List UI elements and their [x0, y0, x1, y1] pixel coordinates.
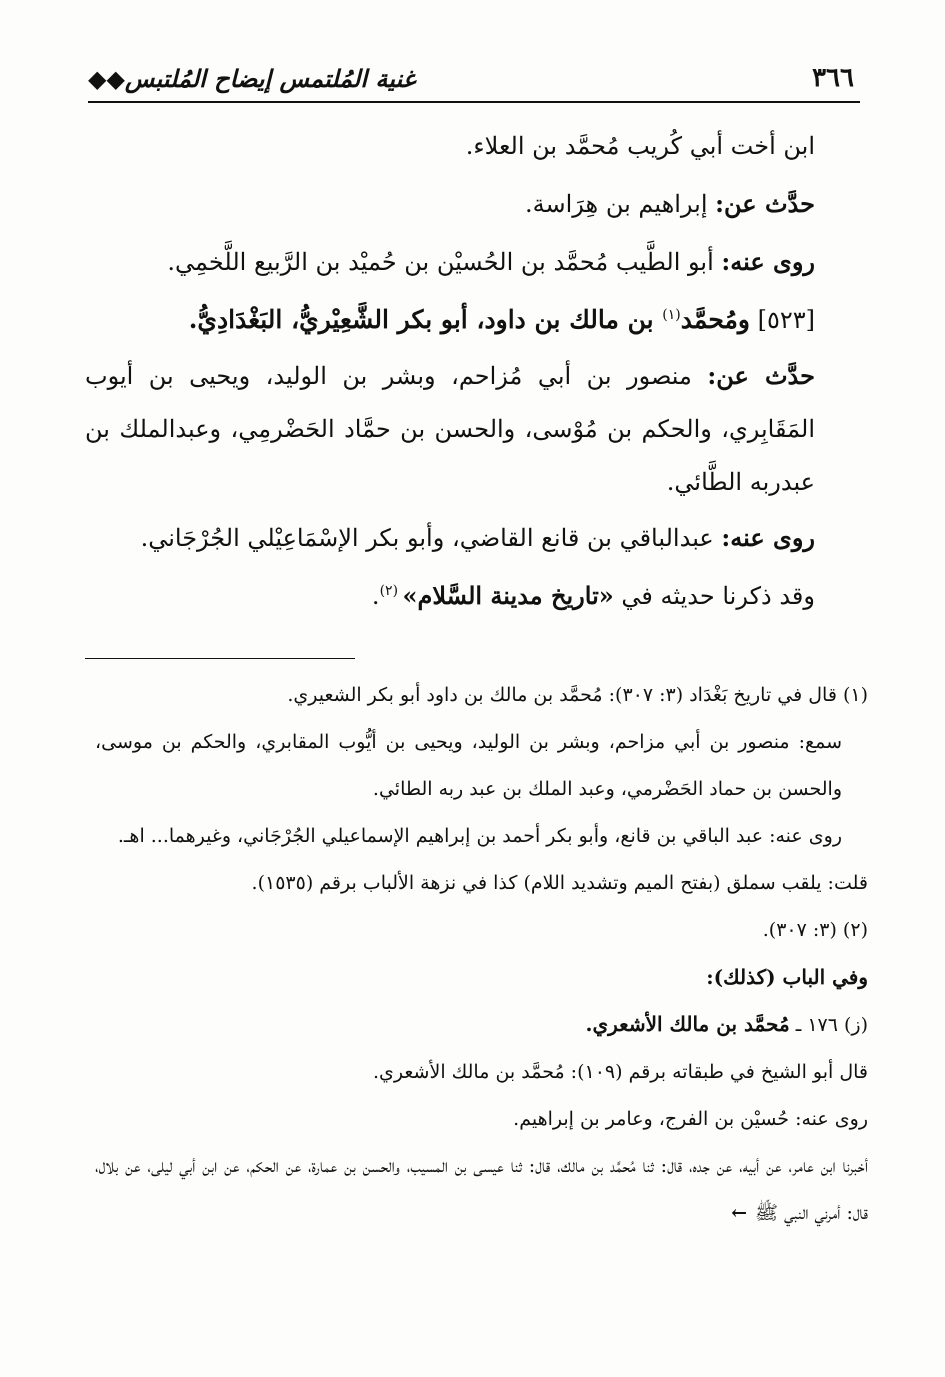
label-rawa: روى عنه:	[721, 247, 815, 276]
footnote-akhbarana	[95, 1143, 868, 1237]
page-number: ٣٦٦	[812, 63, 854, 93]
footnote-ref-2: (٢)	[379, 583, 403, 599]
footnote-zawaid-entry	[95, 1001, 868, 1049]
entry-name-b: بن مالك بن داود، أبو بكر الشَّعِيْريُّ، البَغْدَادِيُّ.	[188, 305, 663, 334]
text-end: .	[371, 582, 380, 610]
page-header	[88, 58, 860, 98]
continuation-arrow-icon: ←	[731, 1202, 748, 1224]
zawaid-number: (ز) ١٧٦ ـ	[789, 1014, 868, 1036]
running-title: غنية المُلتمس إيضاح المُلتبس◆◆	[88, 63, 416, 93]
footnote-ref-1: (١)	[662, 307, 681, 323]
entry-number: [٥٢٣]	[749, 306, 815, 334]
footnote-bab-heading: وفي الباب (كذلك):	[706, 965, 868, 989]
paragraph-ibn-ukht: ابن أخت أبي كُريب مُحمَّد بن العلاء.	[465, 132, 815, 160]
entry-heading	[85, 291, 815, 349]
footnote-1-qultu: قلت: يلقب سملق (بفتح الميم وتشديد اللام) كذا في نزهة الألباب برقم (١٥٣٥).	[251, 872, 868, 894]
footnote-rawa-3: روى عنه: حُسيْن بن الفرج، وعامر بن إبراهيم.	[513, 1108, 868, 1130]
paragraph-rawa-2	[85, 509, 815, 567]
text-dhakarna: وقد ذكرنا حديثه في	[613, 582, 815, 610]
main-text	[85, 118, 815, 625]
footnotes	[95, 672, 868, 1237]
akhbarana-text: أخبرنا ابن عامر، عن أبيه، عن جده، قال: ثنا مُحمَّد بن مالك، قال: ثنا عيسى بن المسيب، والحسن بن عمارة، عن الحكم، عن ابن أبي ليلى، عن بلال، قال: أمرني النبي ﷺ	[95, 1155, 868, 1224]
footnote-abu-shaykh: قال أبو الشيخ في طبقاته برقم (١٠٩): مُحمَّد بن مالك الأشعري.	[373, 1061, 868, 1083]
text-rawa-2: عبدالباقي بن قانع القاضي، وأبو بكر الإسْمَاعِيْلي الجُرْجَاني.	[140, 524, 722, 552]
zawaid-name: مُحمَّد بن مالك الأشعري.	[585, 1012, 790, 1036]
label-haddath: حدَّث عن:	[715, 189, 815, 218]
book-title: «تاريخ مدينة السَّلام»	[402, 581, 614, 610]
entry-name-a: ومُحمَّد	[680, 305, 750, 334]
paragraph-rawa	[85, 233, 815, 291]
paragraph-haddath-2	[85, 349, 815, 509]
header-rule	[88, 101, 860, 103]
footnote-separator	[85, 658, 355, 659]
footnote-2: (٢) (٣: ٣٠٧).	[762, 919, 868, 941]
label-haddath-2: حدَّث عن:	[707, 361, 815, 390]
footnote-1: (١) قال في تاريخ بَغْدَاد (٣: ٣٠٧): مُحمَّد بن مالك بن داود أبو بكر الشعيري.	[287, 684, 868, 706]
label-rawa-2: روى عنه:	[721, 523, 815, 552]
text-rawa: أبو الطَّيب مُحمَّد بن الحُسيْن بن حُميْد بن الرَّبيع اللَّخمِي.	[167, 248, 722, 276]
footnote-1-rawa: روى عنه: عبد الباقي بن قانع، وأبو بكر أحمد بن إبراهيم الإسماعيلي الجُرْجَاني، وغيرهما... اهـ.	[117, 825, 842, 847]
text-haddath-2: منصور بن أبي مُزاحم، وبشر بن الوليد، ويحيى بن أيوب المَقَابِري، والحكم بن مُوْسى، والحسن بن حمَّاد الحَضْرمِي، وعبدالملك بن عبدربه الطَّائي.	[85, 362, 815, 496]
paragraph-haddath	[85, 175, 815, 233]
footnote-1-sami: سمع: منصور بن أبي مزاحم، وبشر بن الوليد، ويحيى بن أيُّوب المقابري، والحكم بن موسى، والحسن بن حماد الحَضْرمي، وعبد الملك بن عبد ربه الطائي.	[95, 731, 842, 800]
text-haddath: إبراهيم بن هِرَاسة.	[525, 190, 716, 218]
paragraph-dhakarna	[85, 567, 815, 625]
